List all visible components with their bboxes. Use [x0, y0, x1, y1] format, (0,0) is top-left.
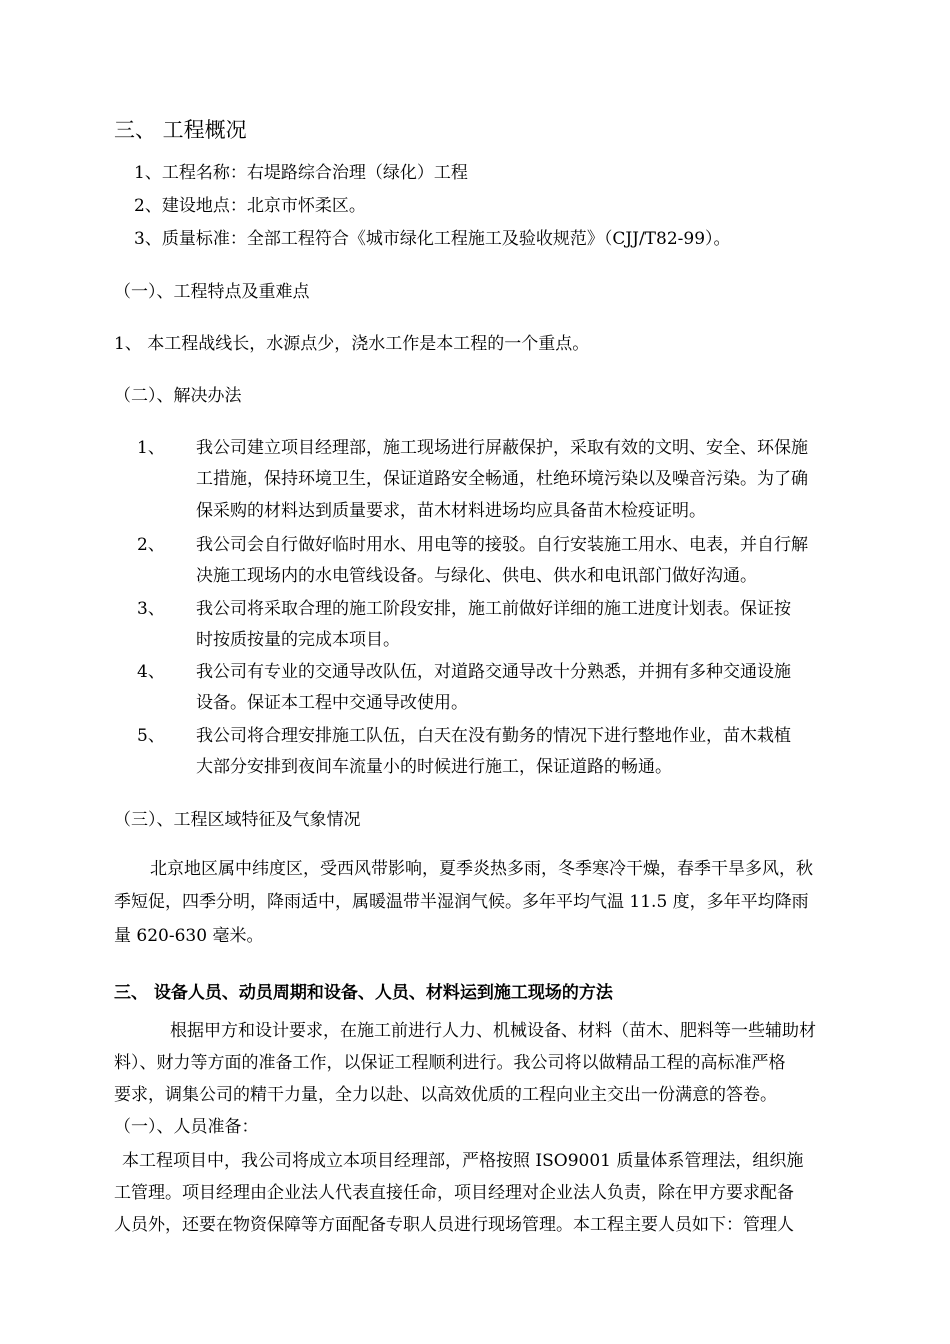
- solution-number: 1、: [137, 438, 165, 458]
- subsection-heading-solutions: （二）、解决办法: [114, 386, 242, 406]
- solution-line: 我公司将采取合理的施工阶段安排，施工前做好详细的施工进度计划表。保证按: [196, 599, 791, 619]
- overview-item-location: 2、建设地点：北京市怀柔区。: [134, 196, 366, 216]
- subsection-heading-features: （一）、工程特点及重难点: [114, 282, 310, 302]
- climate-paragraph-line: 季短促，四季分明，降雨适中，属暖温带半湿润气候。多年平均气温 11.5 度，多年平均降雨: [114, 892, 809, 912]
- climate-paragraph-line: 量 620-630 毫米。: [114, 926, 264, 946]
- solution-line: 我公司有专业的交通导改队伍，对道路交通导改十分熟悉，并拥有多种交通设施: [196, 662, 791, 682]
- solution-line: 我公司建立项目经理部，施工现场进行屏蔽保护，采取有效的文明、安全、环保施: [196, 438, 808, 458]
- solution-number: 4、: [137, 662, 165, 682]
- solution-number: 2、: [137, 535, 165, 555]
- climate-paragraph-line: 北京地区属中纬度区，受西风带影响，夏季炎热多雨，冬季寒冷干燥，春季干旱多风，秋: [150, 859, 813, 879]
- section-heading-project-overview: 三、 工程概况: [114, 118, 247, 142]
- mobilization-paragraph-line: 根据甲方和设计要求，在施工前进行人力、机械设备、材料（苗木、肥料等一些辅助材: [170, 1021, 816, 1041]
- section-heading-mobilization: 三、 设备人员、动员周期和设备、人员、材料运到施工现场的方法: [114, 983, 613, 1003]
- solution-line: 工措施，保持环境卫生，保证道路安全畅通，杜绝环境污染以及噪音污染。为了确: [196, 469, 808, 489]
- feature-point-1: 1、 本工程战线长，水源点少，浇水工作是本工程的一个重点。: [114, 334, 590, 354]
- overview-item-name: 1、工程名称：右堤路综合治理（绿化）工程: [134, 163, 468, 183]
- overview-item-quality: 3、质量标准：全部工程符合《城市绿化工程施工及验收规范》（CJJ/T82-99）。: [134, 229, 731, 249]
- subsection-heading-personnel: （一）、人员准备：: [114, 1117, 259, 1137]
- mobilization-paragraph-line: 料）、财力等方面的准备工作，以保证工程顺利进行。我公司将以做精品工程的高标准严格: [114, 1053, 786, 1073]
- mobilization-paragraph-line: 要求，调集公司的精干力量，全力以赴、以高效优质的工程向业主交出一份满意的答卷。: [114, 1085, 777, 1105]
- personnel-paragraph-line: 人员外，还要在物资保障等方面配备专职人员进行现场管理。本工程主要人员如下：管理人: [114, 1215, 794, 1235]
- solution-line: 大部分安排到夜间车流量小的时候进行施工，保证道路的畅通。: [196, 757, 672, 777]
- solution-line: 设备。保证本工程中交通导改使用。: [196, 693, 468, 713]
- personnel-paragraph-line: 本工程项目中，我公司将成立本项目经理部，严格按照 ISO9001 质量体系管理法，组织施: [122, 1151, 804, 1171]
- solution-line: 我公司将合理安排施工队伍，白天在没有勤务的情况下进行整地作业，苗木栽植: [196, 726, 791, 746]
- solution-number: 3、: [137, 599, 165, 619]
- solution-line: 决施工现场内的水电管线设备。与绿化、供电、供水和电讯部门做好沟通。: [196, 566, 757, 586]
- subsection-heading-climate: （三）、工程区域特征及气象情况: [114, 810, 361, 830]
- personnel-paragraph-line: 工管理。项目经理由企业法人代表直接任命，项目经理对企业法人负责，除在甲方要求配备: [114, 1183, 794, 1203]
- solution-line: 保采购的材料达到质量要求，苗木材料进场均应具备苗木检疫证明。: [196, 501, 706, 521]
- solution-line: 我公司会自行做好临时用水、用电等的接驳。自行安装施工用水、电表，并自行解: [196, 535, 808, 555]
- solution-line: 时按质按量的完成本项目。: [196, 630, 400, 650]
- solution-number: 5、: [137, 726, 165, 746]
